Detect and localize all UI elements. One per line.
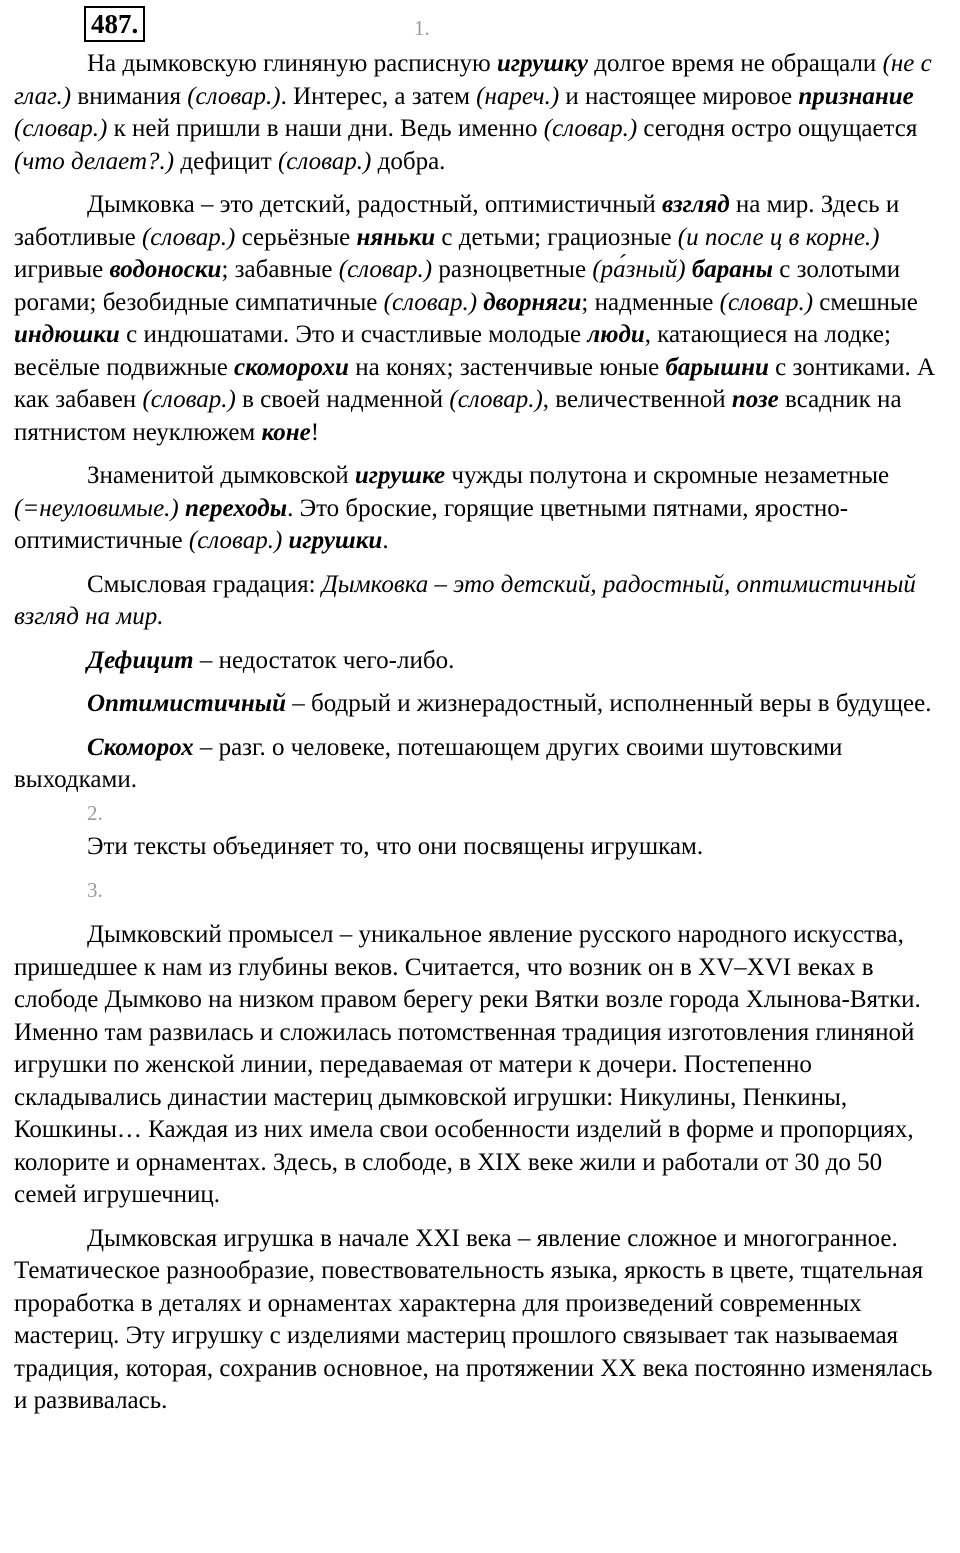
text-run: ; надменные <box>581 288 720 316</box>
section-3-paragraph-1: Дымковский промысел – уникальное явление русского народного искусства, пришедшее к нам из глубины веков. Считается, что возник он в XV–XVI веках в слободе Дымково на низком правом берегу реки Вятки возле города Хлынова-Вятки. Именно там развилась и сложилась потомственная традиция изготовления глиняной игрушки по женской линии, передаваемая от матери к дочери. Постепенно складывались династии мастериц дымковской игрушки: Никулины, Пенкины, Кошкины… Каждая из них имела свои особенности изделий в форме и пропорциях, колорите и орнаментах. Здесь, в слободе, в XIX веке жили и работали от 30 до 50 семей игрушечниц. <box>14 921 921 1208</box>
term-word: игрушки <box>288 527 383 554</box>
section-2-text: Эти тексты объединяет то, что они посвящены игрушкам. <box>87 832 704 860</box>
text-run: игривые <box>14 256 110 283</box>
definition-term: Скоморох <box>87 733 194 761</box>
definition-text: – недостаток чего-либо. <box>193 646 455 674</box>
term-word: няньки <box>356 223 436 251</box>
text-run: сегодня остро ощущается <box>637 115 918 142</box>
grammar-note: (нареч.) <box>476 82 560 110</box>
term-word: коне <box>261 418 311 446</box>
term-word: игрушке <box>354 462 446 489</box>
text-run: Дымковка – это детский, радостный, оптимистичный <box>87 191 663 218</box>
definition-1 <box>14 645 944 678</box>
text-run: Знаменитой дымковской <box>87 462 355 489</box>
section-number-3: 3. <box>87 878 103 902</box>
text-run: к ней пришли в наши дни. Ведь именно <box>107 115 544 142</box>
text-run: . Это броские, горящие цветными пятнами, яростно-оптимистичные <box>14 494 849 554</box>
paragraph-3 <box>14 460 944 558</box>
text-run: добра. <box>371 147 446 175</box>
term-word: индюшки <box>14 321 120 348</box>
text-run: чужды полутона и скромные незаметные <box>445 462 890 489</box>
text-run: с детьми; грациозные <box>435 223 678 251</box>
text-run: на конях; застенчивые юные <box>348 353 666 381</box>
text-run: с зонтиками. А как забавен <box>14 353 936 413</box>
paragraph-1 <box>14 48 944 178</box>
term-word: водоноски <box>109 256 222 283</box>
term-word: игрушку <box>496 50 588 77</box>
gradation-label: Смысловая градация: <box>87 570 322 598</box>
grammar-note: (словар.) <box>14 115 108 142</box>
definition-text: – бодрый и жизнерадостный, исполненный веры в будущее. <box>286 690 932 717</box>
gradation-text: Дымковка – это детский, радостный, оптимистичный взгляд на мир. <box>14 570 916 630</box>
text-run: ! <box>310 418 320 446</box>
text-run: с золотыми рогами; безобидные симпатичные <box>14 256 901 316</box>
term-word: барышни <box>665 353 769 381</box>
section-3-label <box>87 874 944 908</box>
text-run: всадник на пятнистом неуклюжем <box>14 386 902 446</box>
text-run: , катающиеся на лодке; весёлые подвижные <box>14 321 891 381</box>
grammar-note: (словар.) <box>719 288 814 316</box>
grammar-note: (=неуловимые.) <box>14 494 179 522</box>
grammar-note: (словар.) <box>141 223 236 251</box>
text-run: разноцветные <box>432 256 593 283</box>
grammar-note: (и после ц в корне.) <box>677 223 880 251</box>
text-run: . Интерес, а затем <box>280 82 477 110</box>
exercise-number: 487. <box>84 6 145 42</box>
page <box>14 4 944 1418</box>
text-run: с индюшатами. Это и счастливые молодые <box>119 321 588 348</box>
gradation-line <box>14 569 944 634</box>
grammar-note: (словар.) <box>187 82 281 110</box>
text-run: , величественной <box>542 386 732 413</box>
grammar-note: (словар.) <box>543 115 638 142</box>
grammar-note: (словар.) <box>188 527 283 554</box>
term-word: признание <box>798 82 914 110</box>
term-word: позе <box>731 386 779 413</box>
paragraph-2 <box>14 189 944 449</box>
grammar-note: (не с глаг.) <box>14 50 932 110</box>
text-run: в своей надменной <box>235 386 450 413</box>
grammar-note: (ра́зный) <box>592 256 686 283</box>
grammar-note: (словар.) <box>449 386 543 413</box>
grammar-note: (словар.) <box>142 386 236 413</box>
text-run: дефицит <box>174 147 278 175</box>
term-word: люди <box>587 321 645 348</box>
definition-term: Дефицит <box>87 646 194 674</box>
grammar-note: (словар.) <box>383 288 478 316</box>
grammar-note: (словар.) <box>338 256 433 283</box>
text-run: ; забавные <box>221 256 339 283</box>
term-word: дворняги <box>483 288 582 316</box>
definition-2 <box>14 688 944 721</box>
section-2-label <box>87 797 944 831</box>
text-run: На дымковскую глиняную расписную <box>87 50 497 77</box>
section-number-1: 1. <box>414 16 430 40</box>
text-run: долгое время не обращали <box>587 50 883 77</box>
term-word: скоморохи <box>234 353 349 381</box>
text-run: внимания <box>71 82 188 110</box>
definition-term: Оптимистичный <box>87 690 287 717</box>
definition-3 <box>14 732 944 797</box>
text-run: и настоящее мировое <box>559 82 799 110</box>
text-run: . <box>382 527 389 554</box>
term-word: переходы <box>184 494 288 522</box>
section-number-2: 2. <box>87 800 103 825</box>
section-3-paragraph-2: Дымковская игрушка в начале XXI века – явление сложное и многогранное. Тематическое разнообразие, повествовательность языка, яркость в цвете, тщательная проработка в деталях и орнаментах характерна для произведений современных мастериц. Эту игрушку с изделиями мастериц прошлого связывает так называемая традиция, которая, сохранив основное, на протяжении XX века постоянно изменялась и развивалась. <box>14 1224 933 1414</box>
term-word: взгляд <box>662 191 730 218</box>
text-run: на мир. Здесь и заботливые <box>14 191 900 251</box>
grammar-note: (словар.) <box>277 147 372 175</box>
text-run: серьёзные <box>235 223 357 251</box>
exercise-header <box>14 4 944 48</box>
definition-text: – разг. о человеке, потешающем других своими шутовскими выходками. <box>14 733 843 793</box>
term-word: бараны <box>691 256 774 283</box>
grammar-note: (что делает?.) <box>14 147 175 175</box>
text-run: смешные <box>813 288 918 316</box>
